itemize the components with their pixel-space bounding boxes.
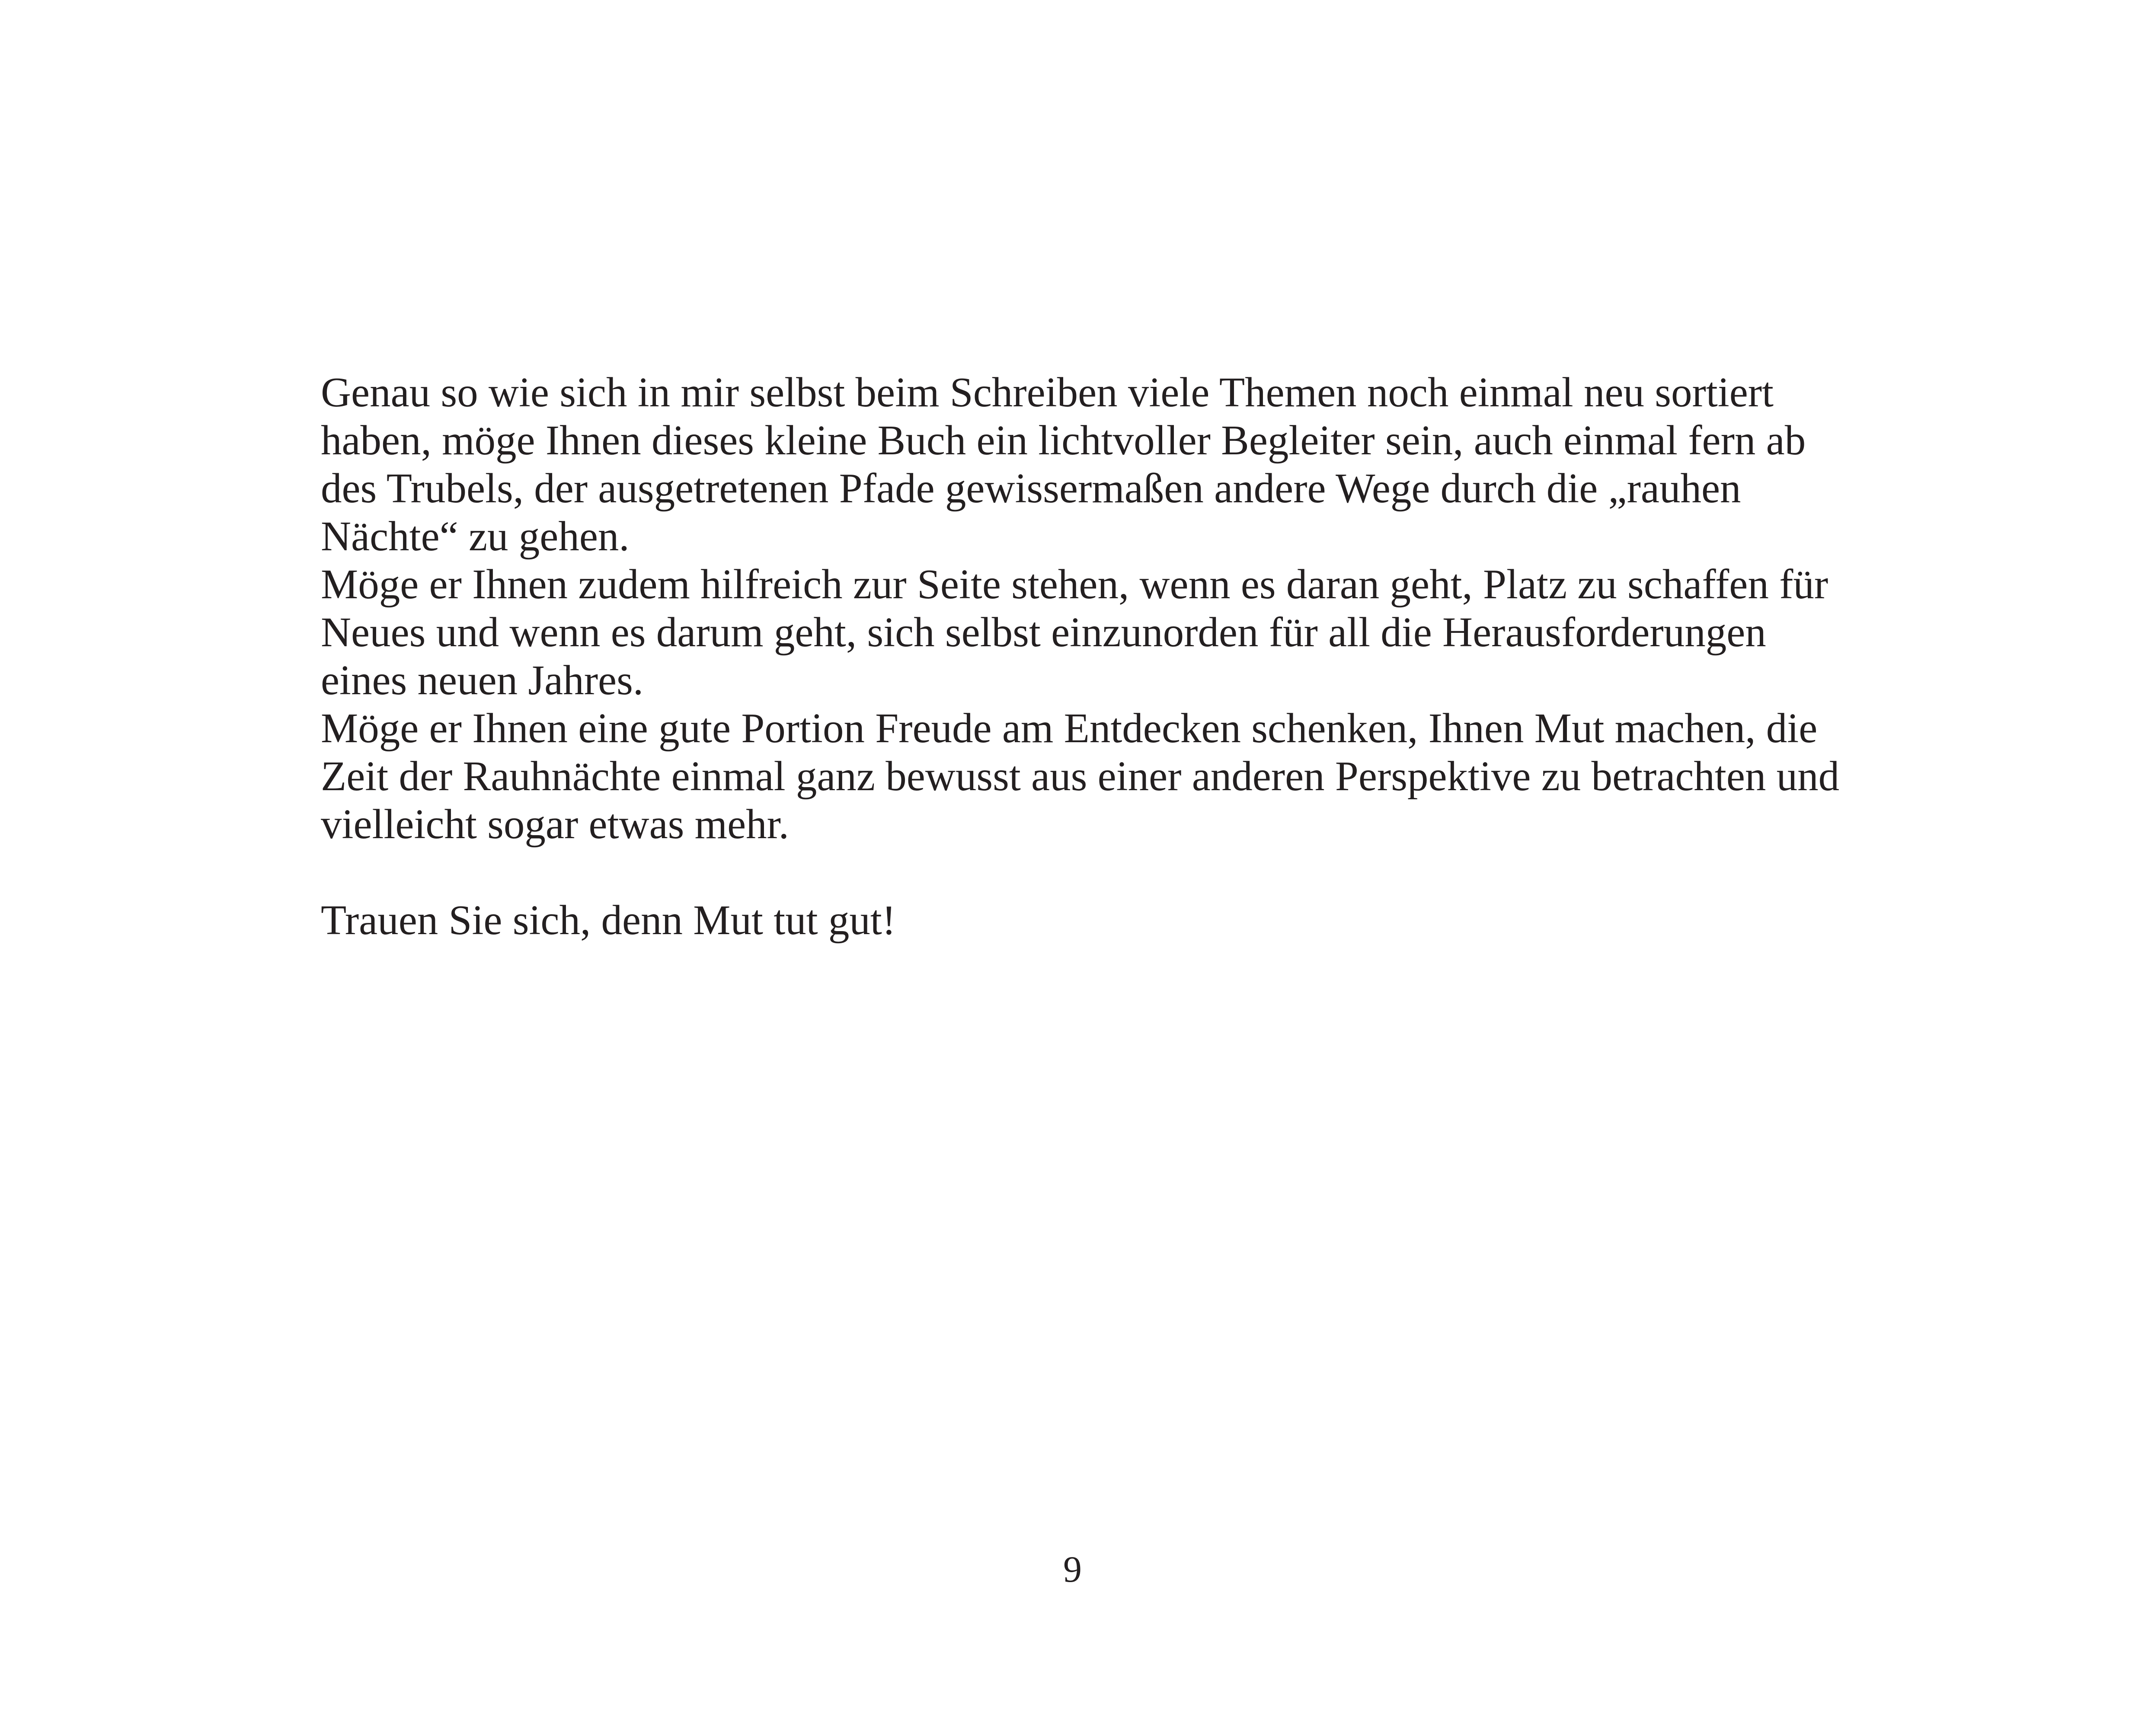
text-line: Möge er Ihnen zudem hilfreich zur Seite stehen, wenn es daran geht, Platz zu schaffen für — [321, 561, 1829, 607]
text-line: eines neuen Jahres. — [321, 657, 644, 703]
text-line: Genau so wie sich in mir selbst beim Schreiben viele Themen noch einmal neu sortiert — [321, 369, 1774, 415]
body-text — [321, 368, 1964, 944]
page-number: 9 — [1063, 1548, 1082, 1590]
text-line: Neues und wenn es darum geht, sich selbst einzunorden für all die Herausforderungen — [321, 609, 1766, 655]
text-line: Zeit der Rauhnächte einmal ganz bewusst aus einer anderen Perspektive zu betrachten und — [321, 753, 1840, 799]
text-line: des Trubels, der ausgetretenen Pfade gewissermaßen andere Wege durch die „rauhen — [321, 465, 1741, 511]
text-line: Möge er Ihnen eine gute Portion Freude am Entdecken schenken, Ihnen Mut machen, die — [321, 705, 1818, 751]
text-line: vielleicht sogar etwas mehr. — [321, 801, 789, 847]
text-line: Nächte“ zu gehen. — [321, 513, 630, 559]
text-line: haben, möge Ihnen dieses kleine Buch ein lichtvoller Begleiter sein, auch einmal fern ab — [321, 417, 1806, 463]
closing-line: Trauen Sie sich, denn Mut tut gut! — [321, 897, 896, 943]
paragraph-spacer — [321, 848, 1964, 896]
